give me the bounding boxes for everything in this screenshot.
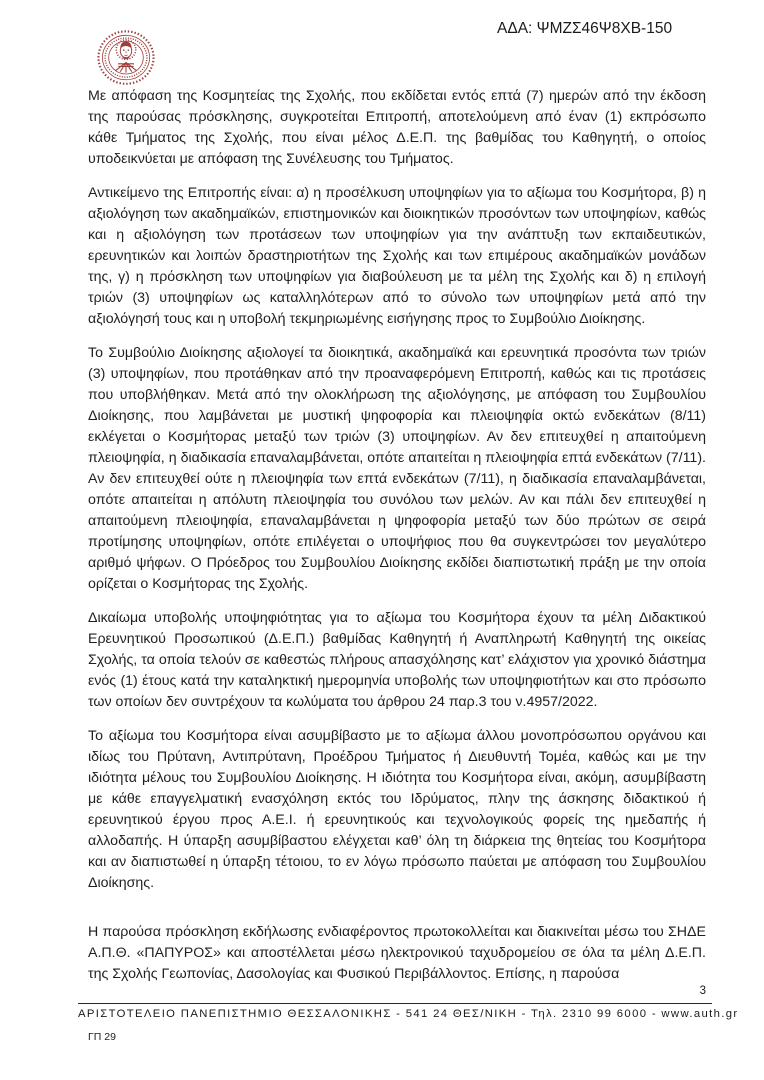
university-seal-icon	[94, 29, 158, 87]
ada-code: ΑΔΑ: ΨΜΖΣ46Ψ8ΧΒ-150	[497, 20, 673, 37]
paragraph-committee-duties: Αντικείμενο της Επιτροπής είναι: α) η προσέλκυση υποψηφίων για το αξίωμα του Κοσμήτορα, β) η αξιολόγηση των ακαδημαϊκών, επιστημονικών και διοικητικών προσόντων των υποψηφίων, καθώς και η αξιολόγηση των προτάσεων των υποψηφίων για την ανάπτυξη των εκπαιδευτικών, ερευνητικών και λοιπών δραστηριοτήτων της Σχολής και των επιμέρους ακαδημαϊκών μονάδων της, γ) η πρόσκληση των υποψηφίων για διαβούλευση με τα μέλη της Σχολής και δ) η επιλογή τριών (3) υποψηφίων ως καταλληλότερων από το σύνολο των υποψηφίων μετά από την αξιολόγησή τους και η υποβολή τεκμηριωμένης εισήγησης προς το Συμβούλιο Διοίκησης.	[88, 185, 706, 327]
paragraph-distribution: Η παρούσα πρόσκληση εκδήλωσης ενδιαφέροντος πρωτοκολλείται και διακινείται μέσω του ΣΗΔΕ Α.Π.Θ. «ΠΑΠΥΡΟΣ» και αποστέλλεται μέσω ηλεκτρονικού ταχυδρομείου σε όλα τα μέλη Δ.Ε.Π. της Σχολής Γεωπονίας, Δασολογίας και Φυσικού Περιβάλλοντος. Επίσης, η παρούσα	[88, 924, 706, 982]
paragraph-candidacy-rights: Δικαίωμα υποβολής υποψηφιότητας για το αξίωμα του Κοσμήτορα έχουν τα μέλη Διδακτικού Ερευνητικού Προσωπικού (Δ.Ε.Π.) βαθμίδας Καθηγητή ή Αναπληρωτή Καθηγητή της οικείας Σχολής, τα οποία τελούν σε καθεστώς πλήρους απασχόλησης κατ’ ελάχιστον για χρονικό διάστημα ενός (1) έτους κατά την καταληκτική ημερομηνία υποβολής των υποψηφιοτήτων και στο πρόσωπο των οποίων δεν συντρέχουν τα κωλύματα του άρθρου 24 παρ.3 του ν.4957/2022.	[88, 610, 706, 710]
paragraph-committee-formation: Με απόφαση της Κοσμητείας της Σχολής, που εκδίδεται εντός επτά (7) ημερών από την έκδοση της παρούσας πρόσκλησης, συγκροτείται Επιτροπή, αποτελούμενη από έναν (1) εκπρόσωπο κάθε Τμήματος της Σχολής, που είναι μέλος Δ.Ε.Π. της βαθμίδας του Καθηγητή, ο οποίος υποδεικνύεται με απόφαση της Συνέλευσης του Τμήματος.	[88, 88, 706, 167]
footer-divider	[78, 1003, 712, 1004]
document-code: ΓΠ 29	[88, 1031, 116, 1043]
footer-institution-line: ΑΡΙΣΤΟΤΕΛΕΙΟ ΠΑΝΕΠΙΣΤΗΜΙΟ ΘΕΣΣΑΛΟΝΙΚΗΣ - 541 24 ΘΕΣ/ΝΙΚΗ - Τηλ. 2310 99 6000 - www.auth.gr	[78, 1008, 739, 1020]
document-body	[88, 86, 706, 998]
paragraph-council-evaluation: Το Συμβούλιο Διοίκησης αξιολογεί τα διοικητικά, ακαδημαϊκά και ερευνητικά προσόντα των τριών (3) υποψηφίων, που προτάθηκαν από την προαναφερόμενη Επιτροπή, καθώς και τις προτάσεις που υποβλήθηκαν. Μετά από την ολοκλήρωση της αξιολόγησης, με απόφαση του Συμβουλίου Διοίκησης, που λαμβάνεται με μυστική ψηφοφορία και πλειοψηφία οκτώ ενδεκάτων (8/11) εκλέγεται ο Κοσμήτορας μεταξύ των τριών (3) υποψηφίων. Αν δεν επιτευχθεί η απαιτούμενη πλειοψηφία, η διαδικασία επαναλαμβάνεται, οπότε απαιτείται η πλειοψηφία επτά ενδεκάτων (7/11). Αν δεν επιτευχθεί ούτε η πλειοψηφία των επτά ενδεκάτων (7/11), η διαδικασία επαναλαμβάνεται, οπότε απαιτείται η απόλυτη πλειοψηφία του συνόλου των μελών. Αν και πάλι δεν επιτευχθεί η απαιτούμενη πλειοψηφία, επαναλαμβάνεται η ψηφοφορία μεταξύ των δύο πρώτων σε σειρά προτίμησης υποψηφίων, οπότε επιλέγεται ο υποψήφιος που θα συγκεντρώσει τον μεγαλύτερο αριθμό ψήφων. Ο Πρόεδρος του Συμβουλίου Διοίκησης εκδίδει διαπιστωτική πράξη με την οποία ορίζεται ο Κοσμήτορας της Σχολής.	[88, 345, 706, 592]
paragraph-incompatibility: Το αξίωμα του Κοσμήτορα είναι ασυμβίβαστο με το αξίωμα άλλου μονοπρόσωπου οργάνου και ιδίως του Πρύτανη, Αντιπρύτανη, Προέδρου Τμήματος ή Διευθυντή Τομέα, καθώς και με την ιδιότητα μέλους του Συμβουλίου Διοίκησης. Η ιδιότητα του Κοσμήτορα είναι, ακόμη, ασυμβίβαστη με κάθε επαγγελματική ενασχόληση εκτός του Ιδρύματος, πλην της άσκησης διδακτικού ή ερευνητικού έργου προς Α.Ε.Ι. ή ερευνητικούς και τεχνολογικούς φορείς της ημεδαπής ή αλλοδαπής. Η ύπαρξη ασυμβίβαστου ελέγχεται καθ’ όλη τη διάρκεια της θητείας του Κοσμήτορα και αν διαπιστωθεί η ύπαρξη τέτοιου, το εν λόγω πρόσωπο παύεται με απόφαση του Συμβουλίου Διοίκησης.	[88, 728, 706, 891]
page-number: 3	[699, 985, 706, 997]
